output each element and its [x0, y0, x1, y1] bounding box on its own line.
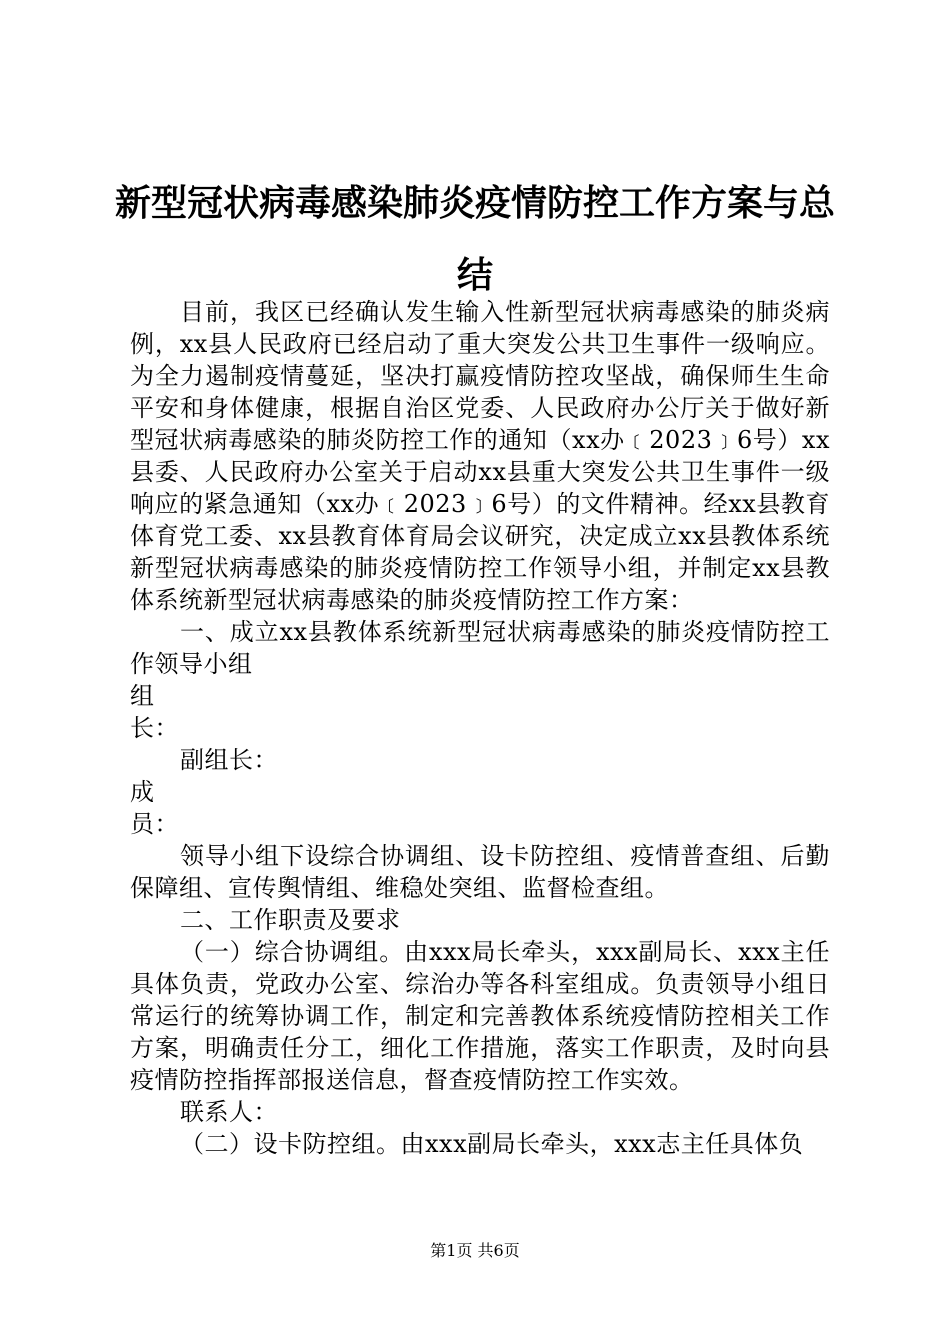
section-heading-1: 一、成立xx县教体系统新型冠状病毒感染的肺炎疫情防控工作领导小组: [130, 618, 830, 678]
intro-paragraph: 目前，我区已经确认发生输入性新型冠状病毒感染的肺炎病例，xx县人民政府已经启动了重大突发公共卫生事件一级响应。为全力遏制疫情蔓延，坚决打赢疫情防控攻坚战，确保师生生命平安和身体健康，根据自治区党委、人民政府办公厅关于做好新型冠状病毒感染的肺炎防控工作的通知（xx办﹝2023﹞6号）xx县委、人民政府办公室关于启动xx县重大突发公共卫生事件一级响应的紧急通知（xx办﹝2023﹞6号）的文件精神。经xx县教育体育党工委、xx县教育体育局会议研究，决定成立xx县教体系统新型冠状病毒感染的肺炎疫情防控工作领导小组，并制定xx县教体系统新型冠状病毒感染的肺炎疫情防控工作方案：: [130, 298, 830, 614]
document-title: 新型冠状病毒感染肺炎疫情防控工作方案与总结: [114, 183, 835, 296]
group1-paragraph: （一）综合协调组。由xxx局长牵头，xxx副局长、xxx主任具体负责，党政办公室、综治办等各科室组成。负责领导小组日常运行的统筹协调工作，制定和完善教体系统疫情防控相关工作方案，明确责任分工，细化工作措施，落实工作职责，及时向县疫情防控指挥部报送信息，督查疫情防控工作实效。: [130, 938, 830, 1094]
groups-paragraph: 领导小组下设综合协调组、设卡防控组、疫情普查组、后勤保障组、宣传舆情组、维稳处突组、监督检查组。: [130, 842, 830, 902]
contact-label: 联系人：: [180, 1098, 278, 1126]
page-footer: 第1页 共6页: [430, 1241, 520, 1260]
members-label: 成员：: [130, 778, 179, 838]
section-heading-2: 二、工作职责及要求: [180, 906, 401, 934]
group2-paragraph: （二）设卡防控组。由xxx副局长牵头，xxx志主任具体负: [180, 1130, 804, 1158]
document-body: [130, 296, 830, 1160]
deputy-leader-label: 副组长：: [180, 746, 278, 774]
leader-label: 组长：: [130, 682, 179, 742]
